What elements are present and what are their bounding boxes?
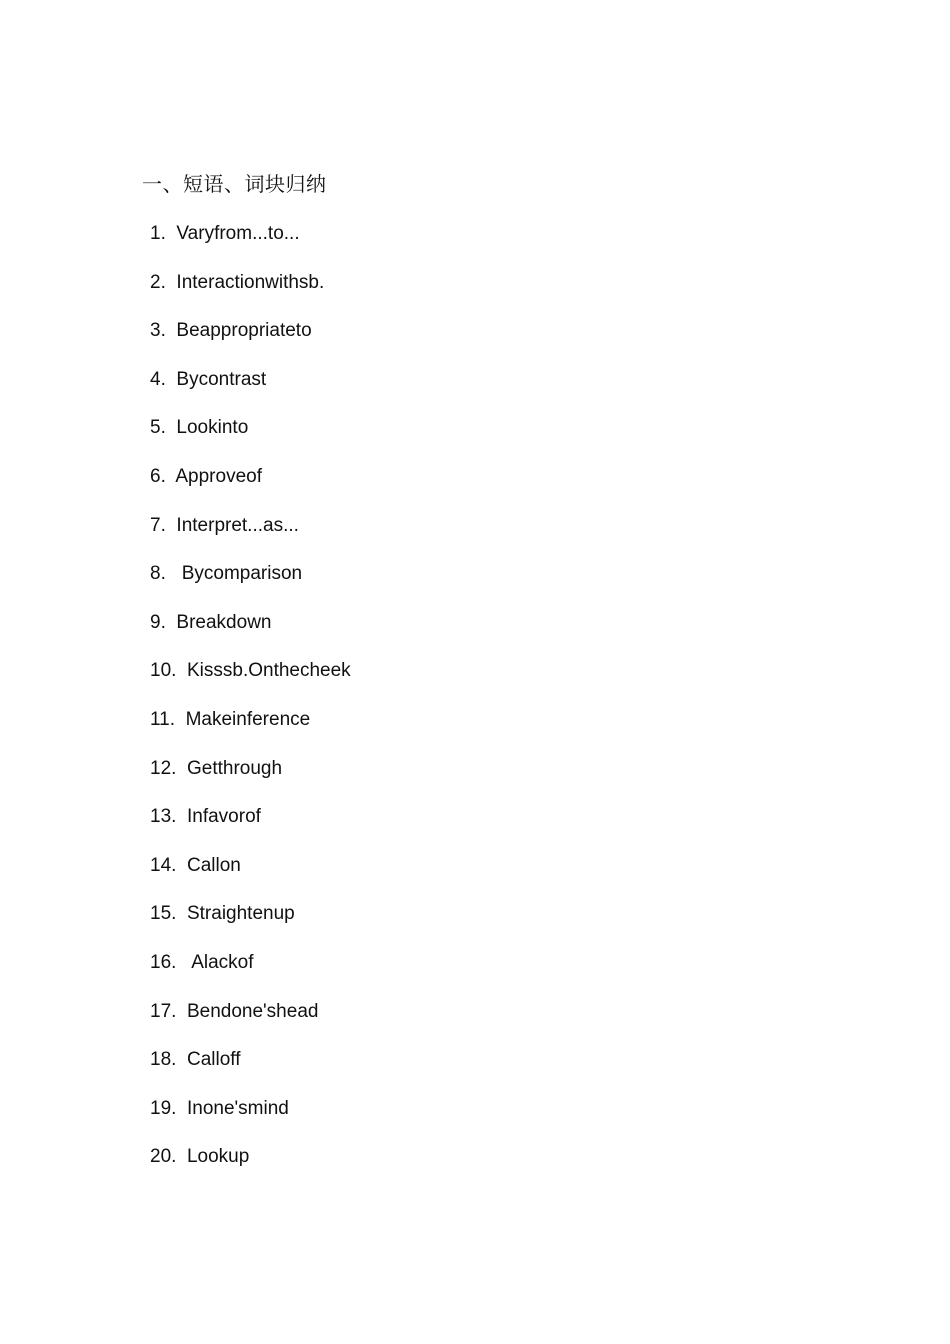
phrase-item (150, 1142, 351, 1191)
item-number: 18. (150, 1049, 177, 1071)
phrase-item (150, 656, 351, 705)
phrase-text: Lookinto (176, 417, 249, 439)
item-gap (166, 369, 177, 390)
phrase-item (150, 316, 351, 365)
item-gap (166, 320, 177, 341)
item-gap (176, 903, 187, 924)
phrase-item (150, 268, 351, 317)
item-gap (166, 417, 177, 438)
item-gap (166, 515, 177, 536)
phrase-text: Callon (186, 854, 241, 876)
item-number: 11. (150, 708, 176, 730)
item-gap (176, 758, 187, 779)
phrase-item (150, 899, 351, 948)
phrase-item (150, 1094, 351, 1143)
item-number: 20. (150, 1146, 177, 1168)
item-gap (166, 612, 177, 633)
item-number: 1. (150, 223, 166, 244)
phrase-item (150, 413, 351, 462)
item-number: 19. (150, 1097, 177, 1119)
phrase-text: Infavorof (186, 806, 261, 828)
item-number: 5. (150, 417, 166, 439)
item-gap (176, 1098, 187, 1119)
phrase-item (150, 705, 351, 754)
item-gap (176, 952, 191, 973)
item-number: 7. (150, 514, 166, 536)
item-gap (176, 855, 187, 876)
item-number: 3. (150, 320, 166, 342)
phrase-text: Interpret...as... (176, 514, 299, 536)
item-gap (166, 466, 176, 487)
phrase-text: Kisssb.Onthecheek (186, 660, 351, 682)
phrase-text: Bycomparison (181, 563, 303, 585)
item-gap (176, 806, 187, 827)
item-number: 10. (150, 660, 177, 682)
item-number: 13. (150, 806, 177, 828)
phrase-text: Varyfrom...to... (176, 223, 300, 244)
phrase-text: Bycontrast (176, 368, 267, 390)
phrase-text: Breakdown (176, 611, 272, 633)
phrase-item (150, 608, 351, 657)
phrase-text: Bendone'shead (186, 1000, 319, 1022)
phrase-text: Inone'smind (186, 1097, 289, 1119)
item-number: 9. (150, 611, 166, 633)
phrase-list (150, 219, 351, 1191)
item-gap (175, 709, 186, 730)
phrase-text: Beappropriateto (176, 320, 312, 342)
phrase-text: Straightenup (186, 903, 295, 925)
phrase-item (150, 511, 351, 560)
phrase-text: Alackof (191, 951, 254, 973)
phrase-text: Approveof (175, 465, 262, 487)
item-number: 17. (150, 1000, 177, 1022)
item-number: 12. (150, 757, 177, 779)
item-number: 6. (150, 465, 166, 487)
item-gap (176, 1049, 187, 1070)
phrase-text: Interactionwithsb. (176, 271, 325, 293)
phrase-item (150, 219, 351, 268)
item-number: 2. (150, 271, 166, 293)
item-number: 15. (150, 903, 177, 925)
phrase-item (150, 365, 351, 414)
item-number: 4. (150, 368, 166, 390)
phrase-text: Getthrough (186, 757, 283, 779)
item-number: 16. (150, 951, 177, 973)
phrase-text: Lookup (186, 1146, 250, 1168)
phrase-text: Makeinference (185, 708, 311, 730)
item-gap (166, 272, 177, 293)
item-gap (166, 563, 182, 584)
phrase-text: Calloff (186, 1049, 241, 1071)
phrase-item (150, 802, 351, 851)
item-gap (166, 223, 177, 244)
phrase-item (150, 754, 351, 803)
item-gap (176, 660, 187, 681)
item-number: 14. (150, 854, 177, 876)
phrase-item (150, 462, 351, 511)
section-title: 一、短语、词块归纳 (142, 172, 327, 196)
phrase-item (150, 559, 351, 608)
item-number: 8. (150, 563, 166, 585)
item-gap (176, 1146, 187, 1167)
phrase-item (150, 851, 351, 900)
phrase-item (150, 948, 351, 997)
item-gap (176, 1001, 187, 1022)
phrase-item (150, 1045, 351, 1094)
phrase-item (150, 997, 351, 1046)
